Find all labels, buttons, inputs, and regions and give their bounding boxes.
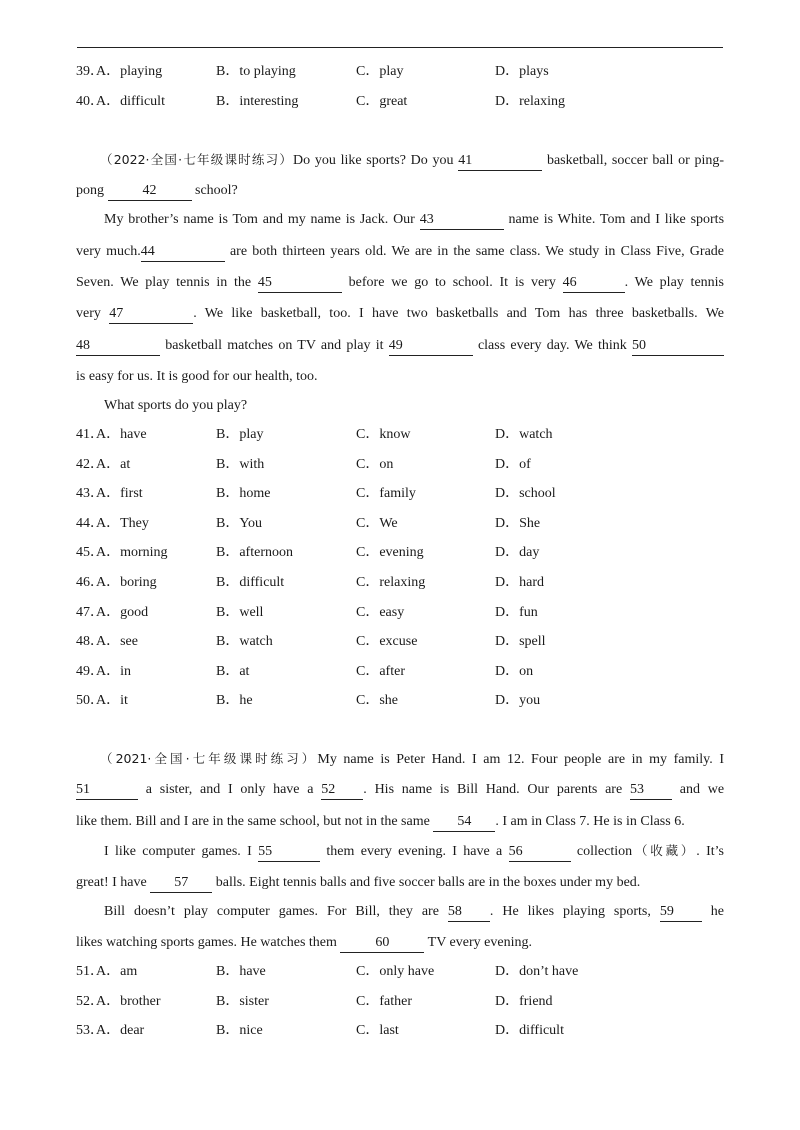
option-b[interactable]: B．watch bbox=[216, 634, 273, 650]
passage-line: 51 a sister, and I only have a 52 . His name is Bill Hand. Our parents are 53 and we bbox=[76, 779, 724, 801]
option-b[interactable]: B．afternoon bbox=[216, 545, 293, 561]
question-number: 53． bbox=[76, 1023, 104, 1038]
option-a[interactable]: A．first bbox=[96, 486, 143, 502]
blank-47: 47 bbox=[109, 305, 193, 324]
passage-line: I like computer games. I 55 them every evening. I have a 56 collection（收藏）. It’s bbox=[104, 840, 724, 862]
question-row bbox=[76, 992, 736, 1012]
question-number: 47． bbox=[76, 604, 104, 620]
option-a[interactable]: A．in bbox=[96, 663, 131, 679]
blank-42: 42 bbox=[108, 182, 192, 201]
option-d[interactable]: D．day bbox=[495, 545, 540, 561]
option-c[interactable]: C．evening bbox=[356, 545, 424, 561]
passage-line: likes watching sports games. He watches them 60 TV every evening. bbox=[76, 932, 724, 954]
passage-line: 48 basketball matches on TV and play it 49 class every day. We think 50 bbox=[76, 335, 724, 357]
option-a[interactable]: A．morning bbox=[96, 545, 168, 561]
option-d[interactable]: D．school bbox=[495, 486, 556, 502]
source-tag: （2022·全国·七年级课时练习） bbox=[100, 152, 294, 167]
option-c[interactable]: C．We bbox=[356, 515, 398, 531]
source-tag: （2021·全国·七年级课时练习） bbox=[100, 751, 318, 766]
blank-60: 60 bbox=[340, 934, 424, 953]
option-d[interactable]: D．you bbox=[495, 693, 541, 709]
question-number: 48． bbox=[76, 634, 104, 650]
option-c[interactable]: C．after bbox=[356, 663, 405, 679]
option-c[interactable]: C．father bbox=[356, 993, 412, 1009]
blank-43: 43 bbox=[420, 211, 504, 230]
option-a[interactable]: A．have bbox=[96, 427, 147, 442]
option-a[interactable]: A．see bbox=[96, 634, 138, 650]
passage-line: very much.44 are both thirteen years old. We are in the same class. We study in Class Five, Grade bbox=[76, 241, 724, 263]
blank-46: 46 bbox=[563, 274, 625, 293]
option-d[interactable]: D．spell bbox=[495, 634, 546, 650]
option-d[interactable]: D．of bbox=[495, 456, 531, 472]
question-number: 45． bbox=[76, 545, 104, 561]
passage-line: My brother’s name is Tom and my name is Jack. Our 43 name is White. Tom and I like sports bbox=[104, 209, 724, 231]
question-number: 43． bbox=[76, 486, 104, 502]
option-c[interactable]: C．play bbox=[356, 64, 404, 79]
blank-41: 41 bbox=[458, 152, 542, 171]
option-a[interactable]: A．boring bbox=[96, 575, 157, 590]
blank-54: 54 bbox=[433, 813, 495, 832]
option-d[interactable]: D．watch bbox=[495, 427, 553, 442]
passage-line: great! I have 57 balls. Eight tennis balls and five soccer balls are in the boxes under my bed. bbox=[76, 872, 724, 894]
passage-line: （2022·全国·七年级课时练习）Do you like sports? Do you 41 basketball, soccer ball or ping- bbox=[100, 149, 724, 171]
question-row bbox=[76, 662, 736, 682]
option-b[interactable]: B．You bbox=[216, 515, 263, 531]
question-number: 39． bbox=[76, 64, 104, 79]
option-d[interactable]: D．relaxing bbox=[495, 93, 565, 109]
blank-59: 59 bbox=[660, 903, 702, 922]
header-rule bbox=[77, 47, 723, 48]
question-row bbox=[76, 632, 736, 652]
blank-58: 58 bbox=[448, 903, 490, 922]
passage-line: （2021·全国·七年级课时练习）My name is Peter Hand. I am 12. Four people are in my family. I bbox=[100, 751, 724, 767]
question-row bbox=[76, 1021, 736, 1041]
blank-52: 52 bbox=[321, 781, 363, 800]
blank-51: 51 bbox=[76, 781, 138, 800]
question-row bbox=[76, 425, 736, 445]
option-b[interactable]: B．interesting bbox=[216, 93, 299, 109]
option-d[interactable]: D．hard bbox=[495, 575, 544, 590]
passage-line: pong 42 school? bbox=[76, 180, 724, 202]
question-number: 42． bbox=[76, 456, 104, 472]
blank-50: 50 bbox=[632, 337, 724, 356]
option-c[interactable]: C．last bbox=[356, 1023, 399, 1038]
blank-44: 44 bbox=[141, 243, 225, 262]
option-c[interactable]: C．great bbox=[356, 93, 408, 109]
option-a[interactable]: A．dear bbox=[96, 1023, 145, 1038]
option-b[interactable]: B．home bbox=[216, 486, 271, 502]
option-d[interactable]: D．difficult bbox=[495, 1023, 564, 1038]
question-row bbox=[76, 92, 736, 112]
blank-48: 48 bbox=[76, 337, 160, 356]
option-c[interactable]: C．she bbox=[356, 693, 398, 709]
option-c[interactable]: C．excuse bbox=[356, 634, 418, 650]
question-row bbox=[76, 484, 736, 504]
option-c[interactable]: C．on bbox=[356, 456, 394, 472]
blank-57: 57 bbox=[150, 874, 212, 893]
passage-question: What sports do you play? bbox=[104, 398, 248, 413]
question-number: 40． bbox=[76, 93, 104, 109]
question-number: 46． bbox=[76, 575, 104, 590]
question-number: 49． bbox=[76, 663, 104, 679]
passage-line: Bill doesn’t play computer games. For Bill, they are 58 . He likes playing sports, 59 he bbox=[104, 901, 724, 923]
passage-line: very 47 . We like basketball, too. I have two basketballs and Tom has three basketballs. We bbox=[76, 303, 724, 325]
option-a[interactable]: A．am bbox=[96, 964, 138, 979]
passage-line: Seven. We play tennis in the 45 before we go to school. It is very 46 . We play tennis bbox=[76, 272, 724, 294]
option-a[interactable]: A．brother bbox=[96, 993, 161, 1009]
option-c[interactable]: C．easy bbox=[356, 604, 405, 620]
question-number: 51． bbox=[76, 964, 104, 979]
blank-45: 45 bbox=[258, 274, 342, 293]
question-row bbox=[76, 573, 736, 593]
blank-49: 49 bbox=[389, 337, 473, 356]
option-d[interactable]: D．don’t have bbox=[495, 964, 579, 979]
option-a[interactable]: A．at bbox=[96, 456, 131, 472]
question-row bbox=[76, 603, 736, 623]
option-b[interactable]: B．to playing bbox=[216, 64, 296, 79]
option-d[interactable]: D．on bbox=[495, 663, 534, 679]
option-a[interactable]: A．They bbox=[96, 515, 149, 531]
question-row bbox=[76, 514, 736, 534]
option-d[interactable]: D．plays bbox=[495, 64, 549, 79]
question-number: 50． bbox=[76, 693, 104, 709]
option-a[interactable]: A．good bbox=[96, 604, 149, 620]
option-c[interactable]: C．family bbox=[356, 486, 416, 502]
option-c[interactable]: C．only have bbox=[356, 964, 435, 979]
question-row bbox=[76, 62, 736, 82]
question-row bbox=[76, 543, 736, 563]
option-d[interactable]: D．friend bbox=[495, 993, 553, 1009]
option-d[interactable]: D．fun bbox=[495, 604, 538, 620]
option-a[interactable]: A．playing bbox=[96, 64, 163, 79]
question-number: 52． bbox=[76, 993, 104, 1009]
blank-56: 56 bbox=[509, 843, 571, 862]
option-b[interactable]: B．difficult bbox=[216, 575, 285, 590]
option-b[interactable]: B．nice bbox=[216, 1023, 263, 1038]
option-b[interactable]: B．sister bbox=[216, 993, 269, 1009]
option-b[interactable]: B．at bbox=[216, 663, 250, 679]
question-row bbox=[76, 691, 736, 711]
option-c[interactable]: C．know bbox=[356, 427, 411, 442]
option-b[interactable]: B．play bbox=[216, 427, 264, 442]
blank-53: 53 bbox=[630, 781, 672, 800]
passage-line: like them. Bill and I are in the same school, but not in the same 54 . I am in Class 7. He is in Class 6. bbox=[76, 811, 724, 833]
option-b[interactable]: B．have bbox=[216, 964, 266, 979]
option-a[interactable]: A．it bbox=[96, 693, 128, 709]
question-number: 44． bbox=[76, 515, 104, 531]
question-number: 41． bbox=[76, 427, 104, 442]
option-b[interactable]: B．he bbox=[216, 693, 253, 709]
question-row bbox=[76, 962, 736, 982]
passage-line: is easy for us. It is good for our health, too. bbox=[76, 369, 318, 384]
option-a[interactable]: A．difficult bbox=[96, 93, 165, 109]
question-row bbox=[76, 455, 736, 475]
option-d[interactable]: D．She bbox=[495, 515, 541, 531]
option-b[interactable]: B．well bbox=[216, 604, 264, 620]
option-b[interactable]: B．with bbox=[216, 456, 265, 472]
blank-55: 55 bbox=[258, 843, 320, 862]
option-c[interactable]: C．relaxing bbox=[356, 575, 426, 590]
